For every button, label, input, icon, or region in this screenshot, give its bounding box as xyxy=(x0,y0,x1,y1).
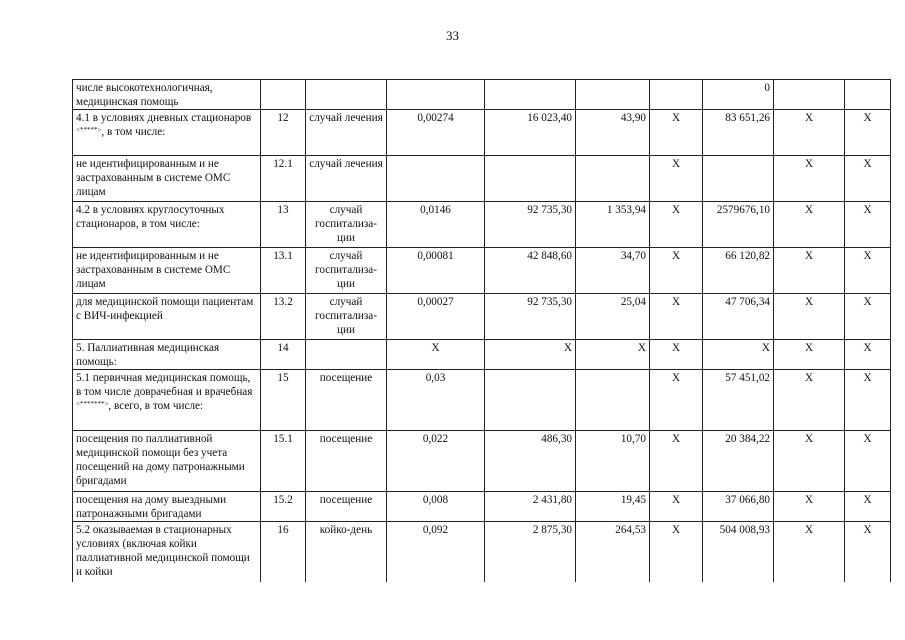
x-marker: X xyxy=(650,156,703,202)
cost-per-unit: 486,30 xyxy=(485,431,576,492)
indicator-name xyxy=(73,340,261,370)
row-number: 15.2 xyxy=(261,492,306,522)
table-row xyxy=(73,156,891,202)
indicator-name xyxy=(73,370,261,431)
x-marker: X xyxy=(774,110,845,156)
total-value: 83 651,26 xyxy=(703,110,774,156)
unit-of-measure: посещение xyxy=(306,492,387,522)
x-marker: X xyxy=(845,431,891,492)
total-value: 20 384,22 xyxy=(703,431,774,492)
row-number: 15.1 xyxy=(261,431,306,492)
x-marker: X xyxy=(650,202,703,248)
x-marker: X xyxy=(650,340,703,370)
indicator-name xyxy=(73,492,261,522)
indicator-name xyxy=(73,110,261,156)
table-row xyxy=(73,202,891,248)
norm-value: X xyxy=(387,340,485,370)
indicator-name-text: не идентифицированным и не застрахованным в системе ОМС лицам xyxy=(76,158,231,198)
x-marker xyxy=(845,80,891,110)
row-number: 12.1 xyxy=(261,156,306,202)
total-value: 504 008,93 xyxy=(703,522,774,582)
x-marker: X xyxy=(845,110,891,156)
x-marker: X xyxy=(774,522,845,582)
row-number: 13 xyxy=(261,202,306,248)
table-row xyxy=(73,492,891,522)
row-number xyxy=(261,80,306,110)
x-marker: X xyxy=(845,370,891,431)
indicator-name-text: числе высокотехнологичная, медицинская помощь xyxy=(76,82,213,108)
per-capita-value: 43,90 xyxy=(576,110,650,156)
norm-value: 0,00027 xyxy=(387,294,485,340)
x-marker: X xyxy=(774,248,845,294)
x-marker: X xyxy=(845,248,891,294)
row-number: 13.2 xyxy=(261,294,306,340)
table-row xyxy=(73,294,891,340)
indicator-name-text: 5. Паллиативная медицинская помощь: xyxy=(76,342,220,368)
unit-of-measure: случай госпитализа-ции xyxy=(306,248,387,294)
x-marker: X xyxy=(845,294,891,340)
x-marker xyxy=(650,80,703,110)
row-number: 16 xyxy=(261,522,306,582)
per-capita-value: 10,70 xyxy=(576,431,650,492)
norm-value xyxy=(387,80,485,110)
per-capita-value: X xyxy=(576,340,650,370)
indicator-name xyxy=(73,156,261,202)
unit-of-measure xyxy=(306,340,387,370)
norm-value: 0,008 xyxy=(387,492,485,522)
per-capita-value: 264,53 xyxy=(576,522,650,582)
x-marker: X xyxy=(774,156,845,202)
total-value: X xyxy=(703,340,774,370)
table-row xyxy=(73,370,891,431)
indicator-name-text: посещения по паллиативной медицинской помощи без учета посещений на дому патронажными бригадами xyxy=(76,433,245,487)
indicator-name-text: посещения на дому выездными патронажными бригадами xyxy=(76,494,227,520)
x-marker: X xyxy=(774,202,845,248)
x-marker: X xyxy=(650,248,703,294)
cost-per-unit: 42 848,60 xyxy=(485,248,576,294)
x-marker: X xyxy=(845,340,891,370)
per-capita-value xyxy=(576,370,650,431)
unit-of-measure xyxy=(306,80,387,110)
indicator-name xyxy=(73,80,261,110)
row-number: 15 xyxy=(261,370,306,431)
unit-of-measure: посещение xyxy=(306,431,387,492)
per-capita-value: 34,70 xyxy=(576,248,650,294)
norm-value: 0,0146 xyxy=(387,202,485,248)
row-number: 13.1 xyxy=(261,248,306,294)
unit-of-measure: случай госпитализа-ции xyxy=(306,202,387,248)
unit-of-measure: случай лечения xyxy=(306,110,387,156)
unit-of-measure: случай госпитализа-ции xyxy=(306,294,387,340)
norm-value xyxy=(387,156,485,202)
norm-value: 0,092 xyxy=(387,522,485,582)
cost-per-unit: 92 735,30 xyxy=(485,202,576,248)
norm-value: 0,00081 xyxy=(387,248,485,294)
per-capita-value xyxy=(576,80,650,110)
footnote-reference: <*******> xyxy=(76,400,109,408)
x-marker: X xyxy=(845,492,891,522)
indicator-name xyxy=(73,522,261,582)
unit-of-measure: койко-день xyxy=(306,522,387,582)
table-row xyxy=(73,340,891,370)
total-value: 37 066,80 xyxy=(703,492,774,522)
table-row xyxy=(73,522,891,582)
x-marker: X xyxy=(650,492,703,522)
page-number: 33 xyxy=(446,28,459,43)
indicator-name-text: для медицинской помощи пациентам с ВИЧ-инфекцией xyxy=(76,296,254,322)
indicator-name xyxy=(73,294,261,340)
indicator-name-text: 4.2 в условиях круглосуточных стационаров, в том числе: xyxy=(76,204,225,230)
total-value: 57 451,02 xyxy=(703,370,774,431)
cost-per-unit xyxy=(485,370,576,431)
cost-per-unit: 92 735,30 xyxy=(485,294,576,340)
table-row xyxy=(73,110,891,156)
x-marker: X xyxy=(845,156,891,202)
indicator-name xyxy=(73,431,261,492)
cost-per-unit xyxy=(485,156,576,202)
x-marker: X xyxy=(845,522,891,582)
row-number: 14 xyxy=(261,340,306,370)
cost-per-unit: 2 431,80 xyxy=(485,492,576,522)
indicator-name-text: 4.1 в условиях дневных стационаров xyxy=(76,112,252,124)
total-value: 47 706,34 xyxy=(703,294,774,340)
x-marker: X xyxy=(650,431,703,492)
cost-per-unit xyxy=(485,80,576,110)
indicator-name xyxy=(73,248,261,294)
x-marker: X xyxy=(845,202,891,248)
x-marker: X xyxy=(774,370,845,431)
unit-of-measure: посещение xyxy=(306,370,387,431)
per-capita-value: 19,45 xyxy=(576,492,650,522)
indicator-name-continuation: , всего, в том числе: xyxy=(108,400,204,412)
table-row xyxy=(73,248,891,294)
cost-per-unit: 16 023,40 xyxy=(485,110,576,156)
row-number: 12 xyxy=(261,110,306,156)
x-marker: X xyxy=(774,492,845,522)
per-capita-value: 25,04 xyxy=(576,294,650,340)
total-value xyxy=(703,156,774,202)
indicator-name-continuation: , в том числе: xyxy=(101,126,166,138)
indicator-name xyxy=(73,202,261,248)
x-marker: X xyxy=(774,340,845,370)
x-marker: X xyxy=(650,110,703,156)
cost-per-unit: 2 875,30 xyxy=(485,522,576,582)
cost-per-unit: X xyxy=(485,340,576,370)
norm-value: 0,00274 xyxy=(387,110,485,156)
table-row xyxy=(73,80,891,110)
x-marker: X xyxy=(650,522,703,582)
per-capita-value xyxy=(576,156,650,202)
x-marker: X xyxy=(650,294,703,340)
indicator-name-text: не идентифицированным и не застрахованным в системе ОМС лицам xyxy=(76,250,231,290)
x-marker xyxy=(774,80,845,110)
unit-of-measure: случай лечения xyxy=(306,156,387,202)
x-marker: X xyxy=(650,370,703,431)
indicator-name-text: 5.2 оказываемая в стационарных условиях (включая койки паллиативной медицинской помощи и койки xyxy=(76,524,250,578)
table-row xyxy=(73,431,891,492)
norm-value: 0,03 xyxy=(387,370,485,431)
data-table xyxy=(72,79,891,582)
indicator-name-text: 5.1 первичная медицинская помощь, в том числе доврачебная и врачебная xyxy=(76,372,253,398)
norm-value: 0,022 xyxy=(387,431,485,492)
footnote-reference: <*****> xyxy=(76,126,102,134)
per-capita-value: 1 353,94 xyxy=(576,202,650,248)
total-value: 2579676,10 xyxy=(703,202,774,248)
total-value: 66 120,82 xyxy=(703,248,774,294)
x-marker: X xyxy=(774,294,845,340)
total-value: 0 xyxy=(703,80,774,110)
x-marker: X xyxy=(774,431,845,492)
